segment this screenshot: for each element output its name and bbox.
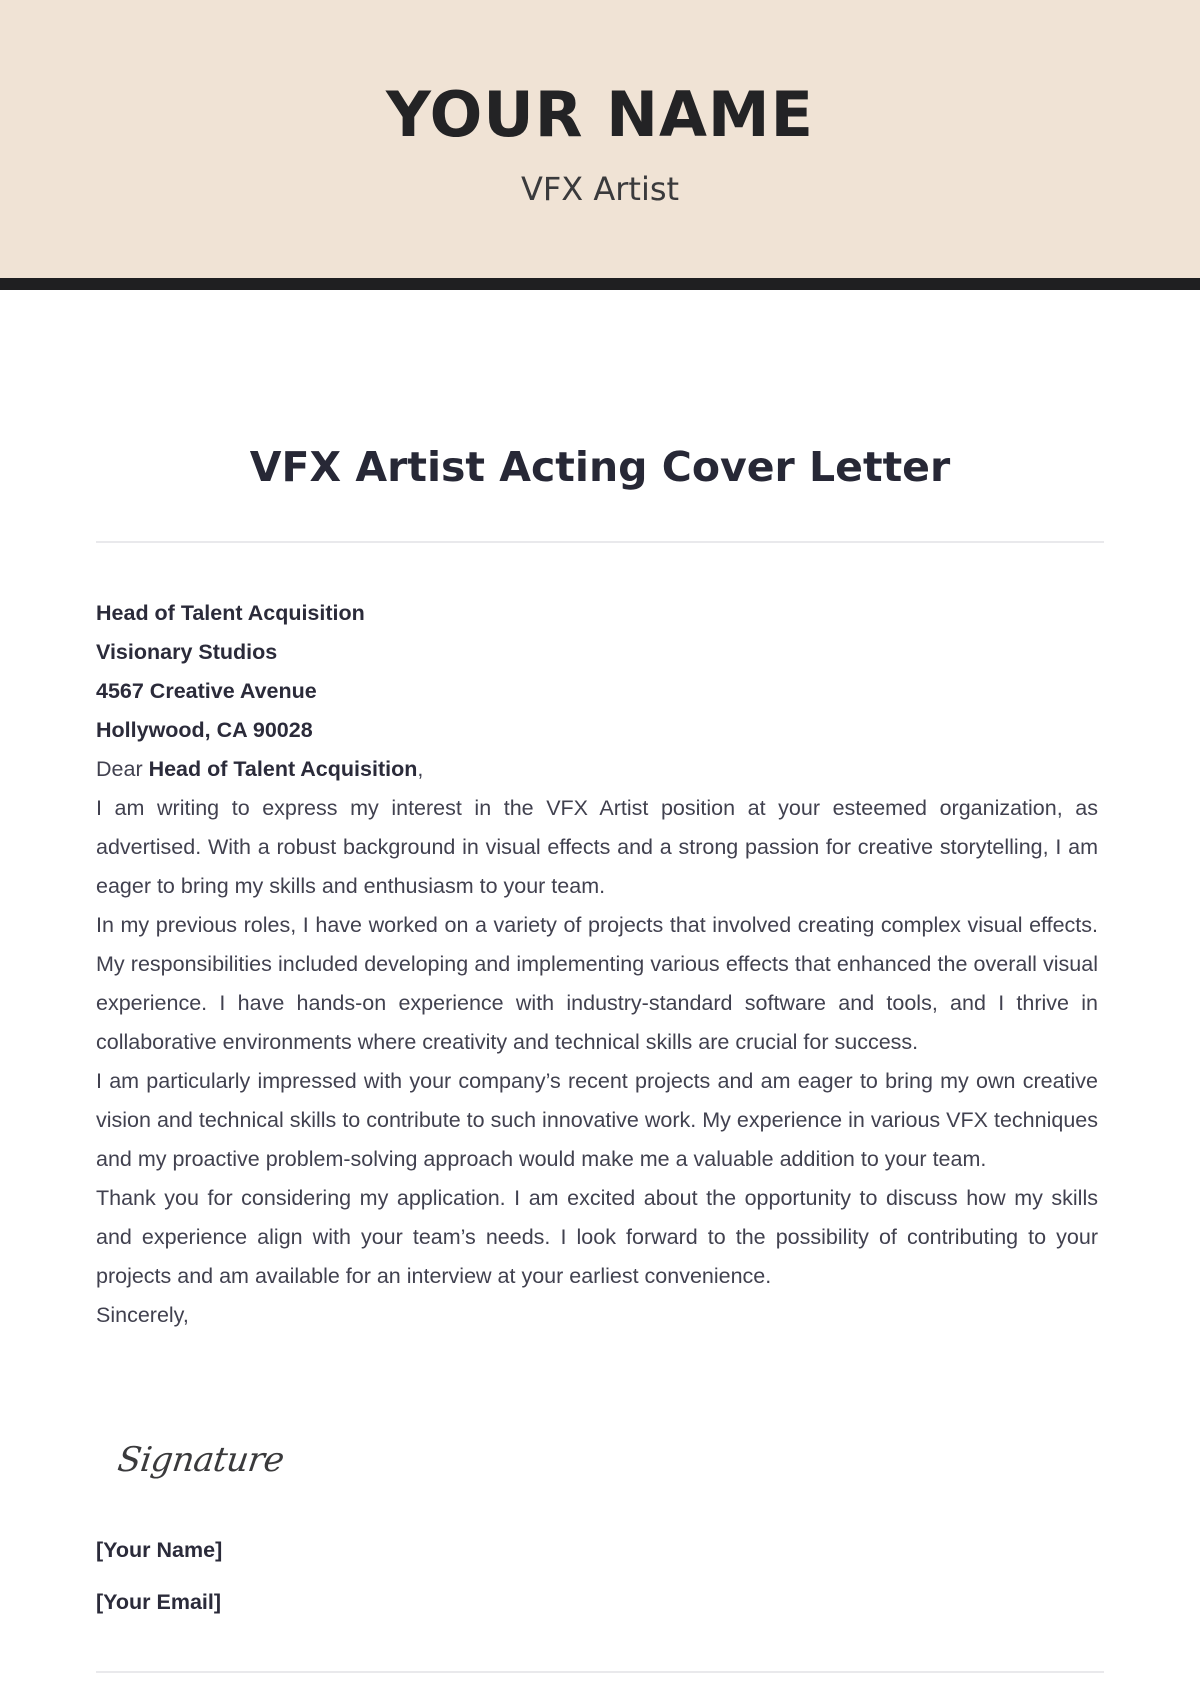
letter-body — [96, 594, 1098, 1335]
header-divider — [0, 278, 1200, 290]
salutation-name: Head of Talent Acquisition — [148, 757, 418, 781]
title-divider — [96, 541, 1104, 543]
applicant-role: VFX Artist — [520, 170, 680, 208]
paragraph-closing: Thank you for considering my application. I am excited about the opportunity to discuss how my skills and experience align with your team’s needs. I look forward to the possibility of contributing to your projects and am available for an interview at your earliest convenience. — [96, 1186, 1098, 1288]
paragraph-intro: I am writing to express my interest in the VFX Artist position at your esteemed organization, as advertised. With a robust background in visual effects and a strong passion for creative storytelling, I am eager to bring my skills and enthusiasm to your team. — [96, 796, 1098, 898]
sender-name: [Your Name] — [96, 1538, 223, 1562]
recipient-title: Head of Talent Acquisition — [96, 601, 365, 625]
recipient-street: 4567 Creative Avenue — [96, 679, 317, 703]
sender-email: [Your Email] — [96, 1590, 222, 1614]
salutation-suffix: , — [417, 757, 424, 781]
document-title: VFX Artist Acting Cover Letter — [249, 443, 951, 491]
salutation — [96, 750, 1098, 789]
signature: Signature — [115, 1440, 287, 1480]
recipient-company: Visionary Studios — [96, 640, 278, 664]
salutation-prefix: Dear — [96, 757, 149, 781]
paragraph-interest: I am particularly impressed with your company’s recent projects and am eager to bring my own creative vision and technical skills to contribute to such innovative work. My experience in various VFX techniques and my proactive problem-solving approach would make me a valuable addition to your team. — [96, 1069, 1098, 1171]
footer-divider — [96, 1671, 1104, 1673]
paragraph-experience: In my previous roles, I have worked on a variety of projects that involved creating complex visual effects. My responsibilities included developing and implementing various effects that enhanced the overall visual experience. I have hands-on experience with industry-standard software and tools, and I thrive in collaborative environments where creativity and technical skills are crucial for success. — [96, 913, 1098, 1054]
closing: Sincerely, — [96, 1303, 189, 1327]
recipient-city: Hollywood, CA 90028 — [96, 718, 313, 742]
applicant-name: YOUR NAME — [386, 78, 814, 151]
